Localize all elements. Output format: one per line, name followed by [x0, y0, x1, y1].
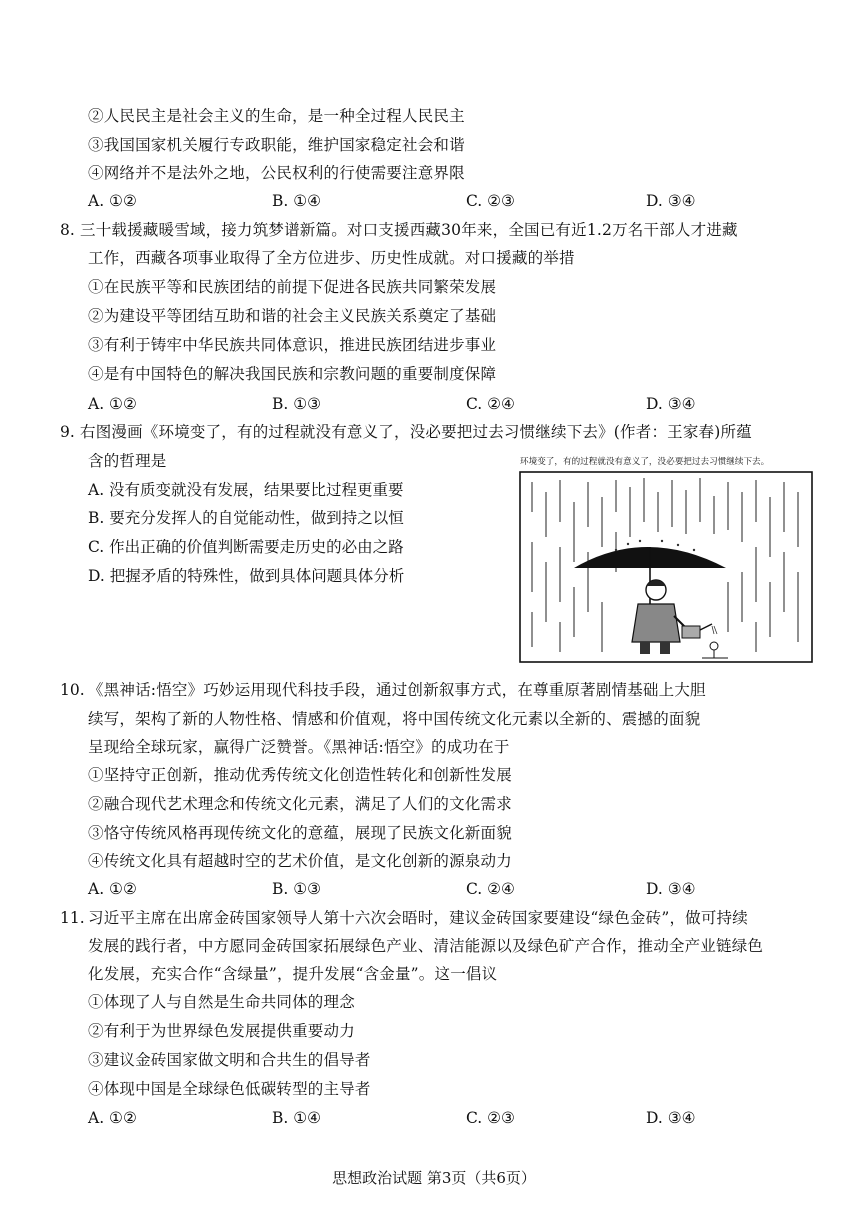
- page-footer: 思想政治试题 第3页（共6页）: [332, 1169, 536, 1187]
- q11-option-a[interactable]: A. ①②: [88, 1109, 137, 1127]
- q10-option-b[interactable]: B. ①③: [272, 880, 322, 898]
- q11-item-2: ②有利于为世界绿色发展提供重要动力: [88, 1022, 355, 1040]
- q10-item-2: ②融合现代艺术理念和传统文化元素，满足了人们的文化需求: [88, 795, 512, 813]
- q10-stem-line-3: 呈现给全球玩家，赢得广泛赞誉。《黑神话:悟空》的成功在于: [88, 738, 510, 756]
- q9-option-b[interactable]: B. 要充分发挥人的自觉能动性，做到持之以恒: [88, 509, 404, 527]
- q9-option-a[interactable]: A. 没有质变就没有发展，结果要比过程更重要: [88, 481, 404, 499]
- carry-option-a[interactable]: A. ①②: [88, 192, 137, 210]
- q8-option-a[interactable]: A. ①②: [88, 395, 137, 413]
- q8-item-1: ①在民族平等和民族团结的前提下促进各民族共同繁荣发展: [88, 278, 497, 296]
- q11-stem-line-2: 发展的践行者，中方愿同金砖国家拓展绿色产业、清洁能源以及绿色矿产合作，推动全产业链绿色: [88, 937, 764, 955]
- carry-option-c[interactable]: C. ②③: [466, 192, 515, 210]
- carry-option-b[interactable]: B. ①④: [272, 192, 322, 210]
- q10-item-3: ③恪守传统风格再现传统文化的意蕴，展现了民族文化新面貌: [88, 824, 512, 842]
- q11-stem-line-1: 习近平主席在出席金砖国家领导人第十六次会晤时，建议金砖国家要建设“绿色金砖”，做可持续: [88, 909, 748, 927]
- q8-number: 8.: [60, 221, 75, 239]
- q10-stem-line-2: 续写，架构了新的人物性格、情感和价值观，将中国传统文化元素以全新的、震撼的面貌: [88, 710, 701, 728]
- q10-option-a[interactable]: A. ①②: [88, 880, 137, 898]
- q11-item-1: ①体现了人与自然是生命共同体的理念: [88, 993, 355, 1011]
- q11-option-b[interactable]: B. ①④: [272, 1109, 322, 1127]
- q11-option-d[interactable]: D. ③④: [646, 1109, 696, 1127]
- carry-item-2: ②人民民主是社会主义的生命，是一种全过程人民民主: [88, 107, 465, 125]
- q11-option-c[interactable]: C. ②③: [466, 1109, 515, 1127]
- q10-number: 10.: [60, 681, 85, 699]
- rain-cartoon: [518, 452, 814, 664]
- q10-item-4: ④传统文化具有超越时空的艺术价值，是文化创新的源泉动力: [88, 852, 512, 870]
- cartoon-caption: 环境变了，有的过程就没有意义了，没必要把过去习惯继续下去。: [520, 457, 770, 467]
- q11-stem-line-3: 化发展，充实合作“含绿量”，提升发展“含金量”。这一倡议: [88, 965, 498, 983]
- q9-stem-line-1: 右图漫画《环境变了，有的过程就没有意义了，没必要把过去习惯继续下去》(作者：王家春)所蕴: [80, 423, 752, 441]
- q8-option-c[interactable]: C. ②④: [466, 395, 515, 413]
- q9-number: 9.: [60, 423, 75, 441]
- q8-item-4: ④是有中国特色的解决我国民族和宗教问题的重要制度保障: [88, 365, 497, 383]
- carry-option-d[interactable]: D. ③④: [646, 192, 696, 210]
- q10-stem-line-1: 《黑神话:悟空》巧妙运用现代科技手段，通过创新叙事方式，在尊重原著剧情基础上大胆: [88, 681, 706, 699]
- q8-option-d[interactable]: D. ③④: [646, 395, 696, 413]
- carry-item-4: ④网络并不是法外之地，公民权利的行使需要注意界限: [88, 164, 465, 182]
- q11-item-3: ③建议金砖国家做文明和合共生的倡导者: [88, 1051, 371, 1069]
- q11-item-4: ④体现中国是全球绿色低碳转型的主导者: [88, 1080, 371, 1098]
- q9-stem-line-2: 含的哲理是: [88, 452, 167, 470]
- q10-option-c[interactable]: C. ②④: [466, 880, 515, 898]
- carry-item-3: ③我国国家机关履行专政职能，维护国家稳定社会和谐: [88, 136, 465, 154]
- q10-option-d[interactable]: D. ③④: [646, 880, 696, 898]
- q8-item-2: ②为建设平等团结互助和谐的社会主义民族关系奠定了基础: [88, 307, 497, 325]
- q8-stem-line-1: 三十载援藏暖雪域，接力筑梦谱新篇。对口支援西藏30年来，全国已有近1.2万名干部人才进藏: [80, 221, 738, 239]
- q8-stem-line-2: 工作，西藏各项事业取得了全方位进步、历史性成就。对口援藏的举措: [88, 249, 575, 267]
- q8-item-3: ③有利于铸牢中华民族共同体意识，推进民族团结进步事业: [88, 336, 497, 354]
- q11-number: 11.: [60, 909, 85, 927]
- q9-option-d[interactable]: D. 把握矛盾的特殊性，做到具体问题具体分析: [88, 567, 405, 585]
- q8-option-b[interactable]: B. ①③: [272, 395, 322, 413]
- q9-option-c[interactable]: C. 作出正确的价值判断需要走历史的必由之路: [88, 538, 404, 556]
- q10-item-1: ①坚持守正创新，推动优秀传统文化创造性转化和创新性发展: [88, 766, 512, 784]
